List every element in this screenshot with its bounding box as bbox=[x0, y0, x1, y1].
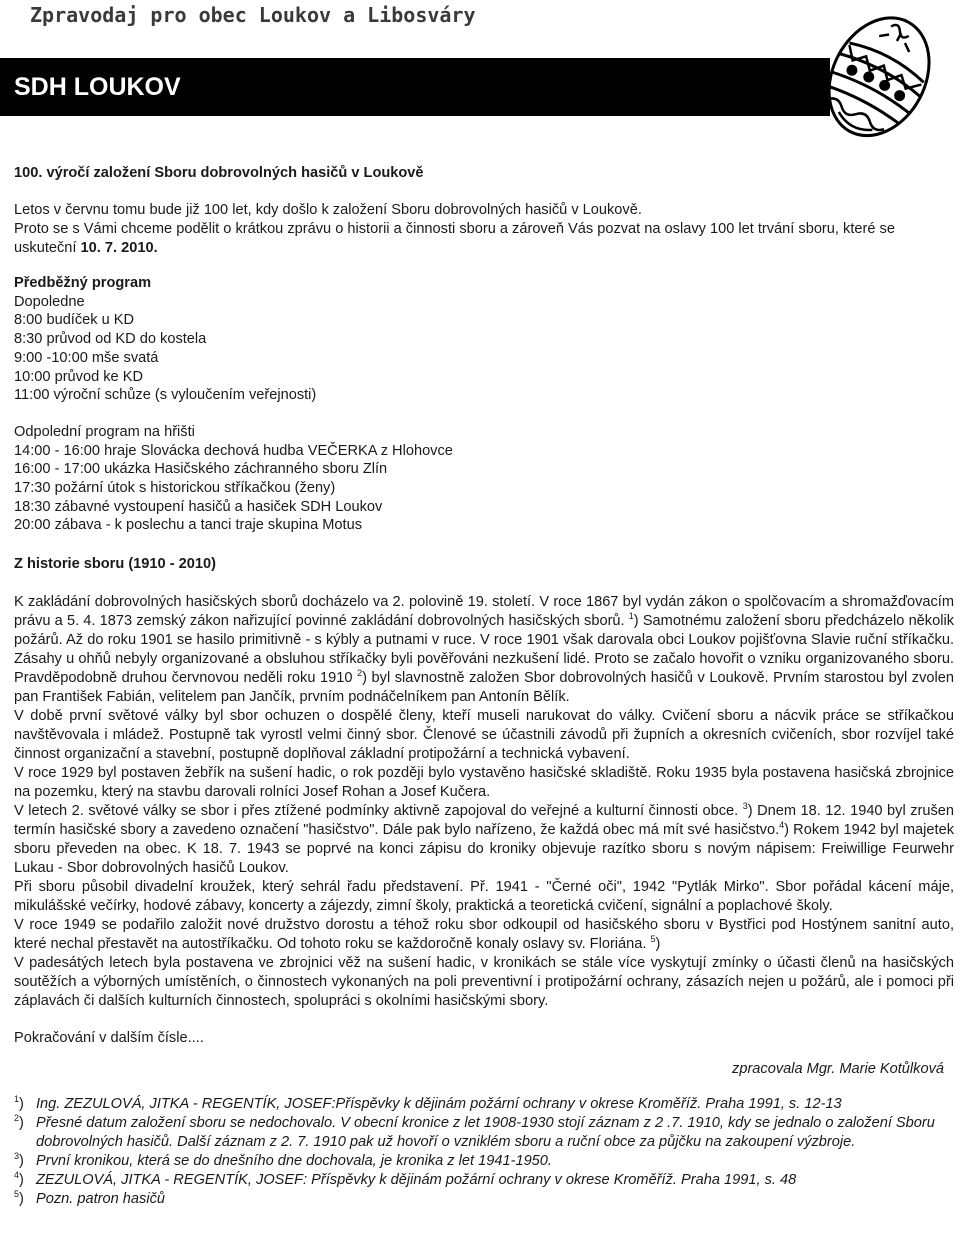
footnote-item: $^2$) Přesné datum založení sboru se nedochovalo. V obecní kronice z let 1908-1930 stojí záznam z 2 .7. 1910, kdy se jednalo o založení Sboru dobrovolných hasičů. Další záznam z 2. 7. 1910 pak už hovoří o vzniklém sboru a ruční obce za půjčku na zakoupení výzbroje. bbox=[14, 1113, 935, 1151]
celebration-date: 10. 7. 2010. bbox=[80, 240, 158, 256]
afternoon-title: Odpolední program na hřišti bbox=[14, 423, 195, 440]
history-paragraph: Při sboru působil divadelní kroužek, který sehrál řadu představení. Př. 1941 - "Černé oči", 1942 "Pytlák Mirko". Sbor pořádal kácení máje, mikulášské večírky, hodové zábavy, koncerty a zájezdy, zimní školy, praktická a teoretická cvičení, signální a poplachové školy. bbox=[14, 879, 954, 915]
footnote-mark: 4 bbox=[14, 1170, 20, 1181]
footnote-mark: 3 bbox=[14, 1151, 20, 1162]
footnote-item: $^4$) ZEZULOVÁ, JITKA - REGENTÍK, JOSEF: Příspěvky k dějinám požární ochrany v okrese Kroměříž. Praha 1991, s. 48 bbox=[14, 1170, 797, 1189]
morning-item: 8:30 průvod od KD do kostela bbox=[14, 331, 207, 348]
footnote-mark: 2 bbox=[14, 1113, 20, 1124]
history-text: Dnem 18. 12. 1940 byl zrušen termín hasičské sbory a zavedeno označení "hasičstvo". Dále pak bylo nařízeno, že každá obec má mít své hasičstvo. bbox=[14, 803, 954, 839]
footnote-ref: 4 bbox=[779, 820, 785, 831]
afternoon-item: 20:00 zábava - k poslechu a tanci traje skupina Motus bbox=[14, 517, 363, 534]
history-text: Rokem 1942 byl majetek sboru převeden na obec. K 18. 7. 1943 se poprvé na konci zápisu do kroniky objevuje razítko sboru s novým nápisem: Freiwillige Feurwehr Lukau - Sbor dobrovolných hasičů Loukov. bbox=[14, 822, 954, 877]
newsletter-title: Zpravodaj pro obec Loukov a Libosváry bbox=[30, 3, 476, 27]
footnote-item: $^1$) Ing. ZEZULOVÁ, JITKA - REGENTÍK, JOSEF:Příspěvky k dějinám požární ochrany v okrese Kroměříž. Praha 1991, s. 12-13 bbox=[14, 1094, 842, 1113]
footnote-text: Přesné datum založení sboru se nedochovalo. V obecní kronice z let 1908-1930 stojí záznam z 2 .7. 1910, kdy se jednalo o založení Sboru dobrovolných hasičů. Další záznam z 2. 7. 1910 pak už hovoří o vzniklém sboru a ruční obce za půjčku na zakoupení výzbroje. bbox=[36, 1115, 935, 1151]
history-paragraph: V roce 1929 byl postaven žebřík na sušení hadic, o rok později bylo vystavěno hasičské skladiště. Roku 1935 byla postavena hasičská zbrojnice na pozemku, který na stavbu darovali rolníci Josef Rohan a Josef Kučera. bbox=[14, 765, 954, 801]
history-paragraph: V roce 1949 se podařilo založit nové družstvo dorostu a téhož roku sbor odkoupil od hasičského sboru v Bystřici pod Hostýnem sanitní auto, které nechal přestavět na autostříkačku. Od tohoto roku se každoročně konaly oslavy sv. Floriána. $^5$) bbox=[14, 917, 954, 953]
article-title: 100. výročí založení Sboru dobrovolných hasičů v Loukově bbox=[14, 165, 424, 181]
program-section bbox=[14, 274, 954, 535]
afternoon-item: 17:30 požární útok s historickou stříkačkou (ženy) bbox=[14, 480, 336, 497]
footnote-ref: 5 bbox=[650, 934, 656, 945]
footnote-ref: 1 bbox=[628, 611, 634, 622]
footnote-text: Pozn. patron hasičů bbox=[36, 1191, 165, 1208]
easter-egg-icon bbox=[805, 3, 955, 148]
history-text: Samotnému založení sboru předcházelo několik požárů. Až do roku 1901 se hasilo primitivně - s kýbly a putnami v ruce. V roce 1901 však darovala obci Loukov pojišťovna Slavie ruční stříkačku. Zásahy u ohňů nebyly organizované a obsluhou stříkačky byli pověřováni nezkušení lidé. Proto se začalo hovořit o vzniku organizovaného sboru. Pravděpodobně druhou červnovou neděli roku 1910 bbox=[14, 613, 954, 687]
morning-item: 11:00 výroční schůze (s vyloučením veřejnosti) bbox=[14, 387, 317, 404]
afternoon-item: 14:00 - 16:00 hraje Slovácka dechová hudba VEČERKA z Hlohovce bbox=[14, 442, 453, 459]
history-paragraph: V době první světové války byl sbor ochuzen o dospělé členy, kteří museli narukovat do války. Cvičení sboru a nácvik práce se stříkačkou navštěvovala i mládež. Postupně tak vyrostl velmi činný sbor. Členové se účastnili závodů při župních a okresních cvičeních, sbor rozvíjel také činnost organizační a stavební, postupně doplňoval základní protipožární a technická vybavení. bbox=[14, 708, 954, 763]
article-body bbox=[14, 164, 954, 1209]
afternoon-item: 16:00 - 17:00 ukázka Hasičského záchranného sboru Zlín bbox=[14, 461, 388, 478]
continued-note: Pokračování v dalším čísle.... bbox=[14, 1030, 204, 1047]
afternoon-item: 18:30 zábavné vystoupení hasičů a hasiček SDH Loukov bbox=[14, 498, 383, 515]
footnote-text: ZEZULOVÁ, JITKA - REGENTÍK, JOSEF: Příspěvky k dějinám požární ochrany v okrese Kroměříž. Praha 1991, s. 48 bbox=[36, 1172, 797, 1189]
section-banner: SDH LOUKOV bbox=[0, 58, 830, 116]
history-section bbox=[14, 593, 954, 1011]
footnote-mark: 1 bbox=[14, 1094, 20, 1105]
footnote-mark: 5 bbox=[14, 1189, 20, 1200]
history-text: V letech 2. světové války se sbor i přes ztížené podmínky aktivně zapojoval do veřejné a kulturní činnosti obce. bbox=[14, 803, 739, 820]
history-title: Z historie sboru (1910 - 2010) bbox=[14, 556, 216, 573]
footnote-item: $^3$) První kronikou, která se do dnešního dne dochovala, je kronika z let 1941-1950. bbox=[14, 1151, 552, 1170]
morning-item: 10:00 průvod ke KD bbox=[14, 368, 143, 385]
morning-title: Dopoledne bbox=[14, 293, 85, 310]
footnotes bbox=[14, 1095, 954, 1209]
author-signature: zpracovala Mgr. Marie Kotůlková bbox=[732, 1061, 944, 1078]
intro-text: Proto se s Vámi chceme podělit o krátkou zprávu o historii a činnosti sboru a zároveň Vás pozvat na oslavy 100 let trvání sboru, které se uskuteční bbox=[14, 221, 895, 256]
history-paragraph: V padesátých letech byla postavena ve zbrojnici věž na sušení hadic, v kronikách se stále více vyskytují zmínky o účasti členů na hasičských soutěžích a výborných umístěních, o činnostech vykonaných na poli preventivní i protipožární ochrany, zásazích nejen u požárů, ale i pomoci při záplavách či dalších kulturních činnostech, spolupráci s okolními hasičskými sbory. bbox=[14, 955, 954, 1010]
history-paragraph: V letech 2. světové války se sbor i přes ztížené podmínky aktivně zapojoval do veřejné a kulturní činnosti obce. $^3$) Dnem 18. 12. 1940 byl zrušen termín hasičské sbory a zavedeno označení "hasičstvo". Dále pak bylo nařízeno, že každá obec má mít své hasičstvo.$^4$) Rokem 1942 byl majetek sboru převeden na obec. K 18. 7. 1943 se poprvé na konci zápisu do kroniky objevuje razítko sboru s novým nápisem: Freiwillige Feurwehr Lukau - Sbor dobrovolných hasičů Loukov. bbox=[14, 801, 954, 877]
footnote-text: První kronikou, která se do dnešního dne dochovala, je kronika z let 1941-1950. bbox=[36, 1153, 552, 1170]
history-text: byl slavnostně založen Sbor dobrovolných hasičů v Loukově. Prvním starostou byl zvolen pan František Fabián, velitelem pan Jančík, prvním podnáčelníkem pan Antonín Bělík. bbox=[14, 670, 954, 706]
footnote-item: $^5$) Pozn. patron hasičů bbox=[14, 1189, 165, 1208]
history-paragraph: K zakládání dobrovolných hasičských sborů docházelo va 2. polovině 19. století. V roce 1867 byl vydán zákon o spolčovacím a shromažďovacím právu a 5. 4. 1873 zemský zákon nařizující povinné zakládání dobrovolných hasičských sborů. $^1$) Samotnému založení sboru předcházelo několik požárů. Až do roku 1901 se hasilo primitivně - s kýbly a putnami v ruce. V roce 1901 však darovala obci Loukov pojišťovna Slavie ruční stříkačku. Zásahy u ohňů nebyly organizované a obsluhou stříkačky byli pověřováni nezkušení lidé. Proto se začalo hovořit o vzniku organizovaného sboru. Pravděpodobně druhou červnovou neděli roku 1910 $^2$) byl slavnostně založen Sbor dobrovolných hasičů v Loukově. Prvním starostou byl zvolen pan František Fabián, velitelem pan Jančík, prvním podnáčelníkem pan Antonín Bělík. bbox=[14, 594, 954, 706]
intro-paragraph-1: Letos v červnu tomu bude již 100 let, kdy došlo k založení Sboru dobrovolných hasičů v Loukově. bbox=[14, 202, 642, 218]
history-text: K zakládání dobrovolných hasičských sborů docházelo va 2. polovině 19. století. V roce 1867 byl vydán zákon o spolčovacím a shromažďovacím právu a 5. 4. 1873 zemský zákon nařizující povinné zakládání dobrovolných hasičských sborů. bbox=[14, 594, 954, 630]
program-title: Předběžný program bbox=[14, 275, 152, 291]
morning-item: 8:00 budíček u KD bbox=[14, 312, 135, 329]
morning-item: 9:00 -10:00 mše svatá bbox=[14, 349, 159, 366]
footnote-ref: 3 bbox=[742, 801, 748, 812]
intro-paragraph-2 bbox=[14, 220, 954, 258]
footnote-text: Ing. ZEZULOVÁ, JITKA - REGENTÍK, JOSEF:Příspěvky k dějinám požární ochrany v okrese Kroměříž. Praha 1991, s. 12-13 bbox=[36, 1096, 842, 1113]
history-text: V roce 1949 se podařilo založit nové družstvo dorostu a téhož roku sbor odkoupil od hasičského sboru v Bystřici pod Hostýnem sanitní auto, které nechal přestavět na autostříkačku. Od tohoto roku se každoročně konaly oslavy sv. Floriána. bbox=[14, 917, 954, 953]
footnote-ref: 2 bbox=[357, 668, 363, 679]
